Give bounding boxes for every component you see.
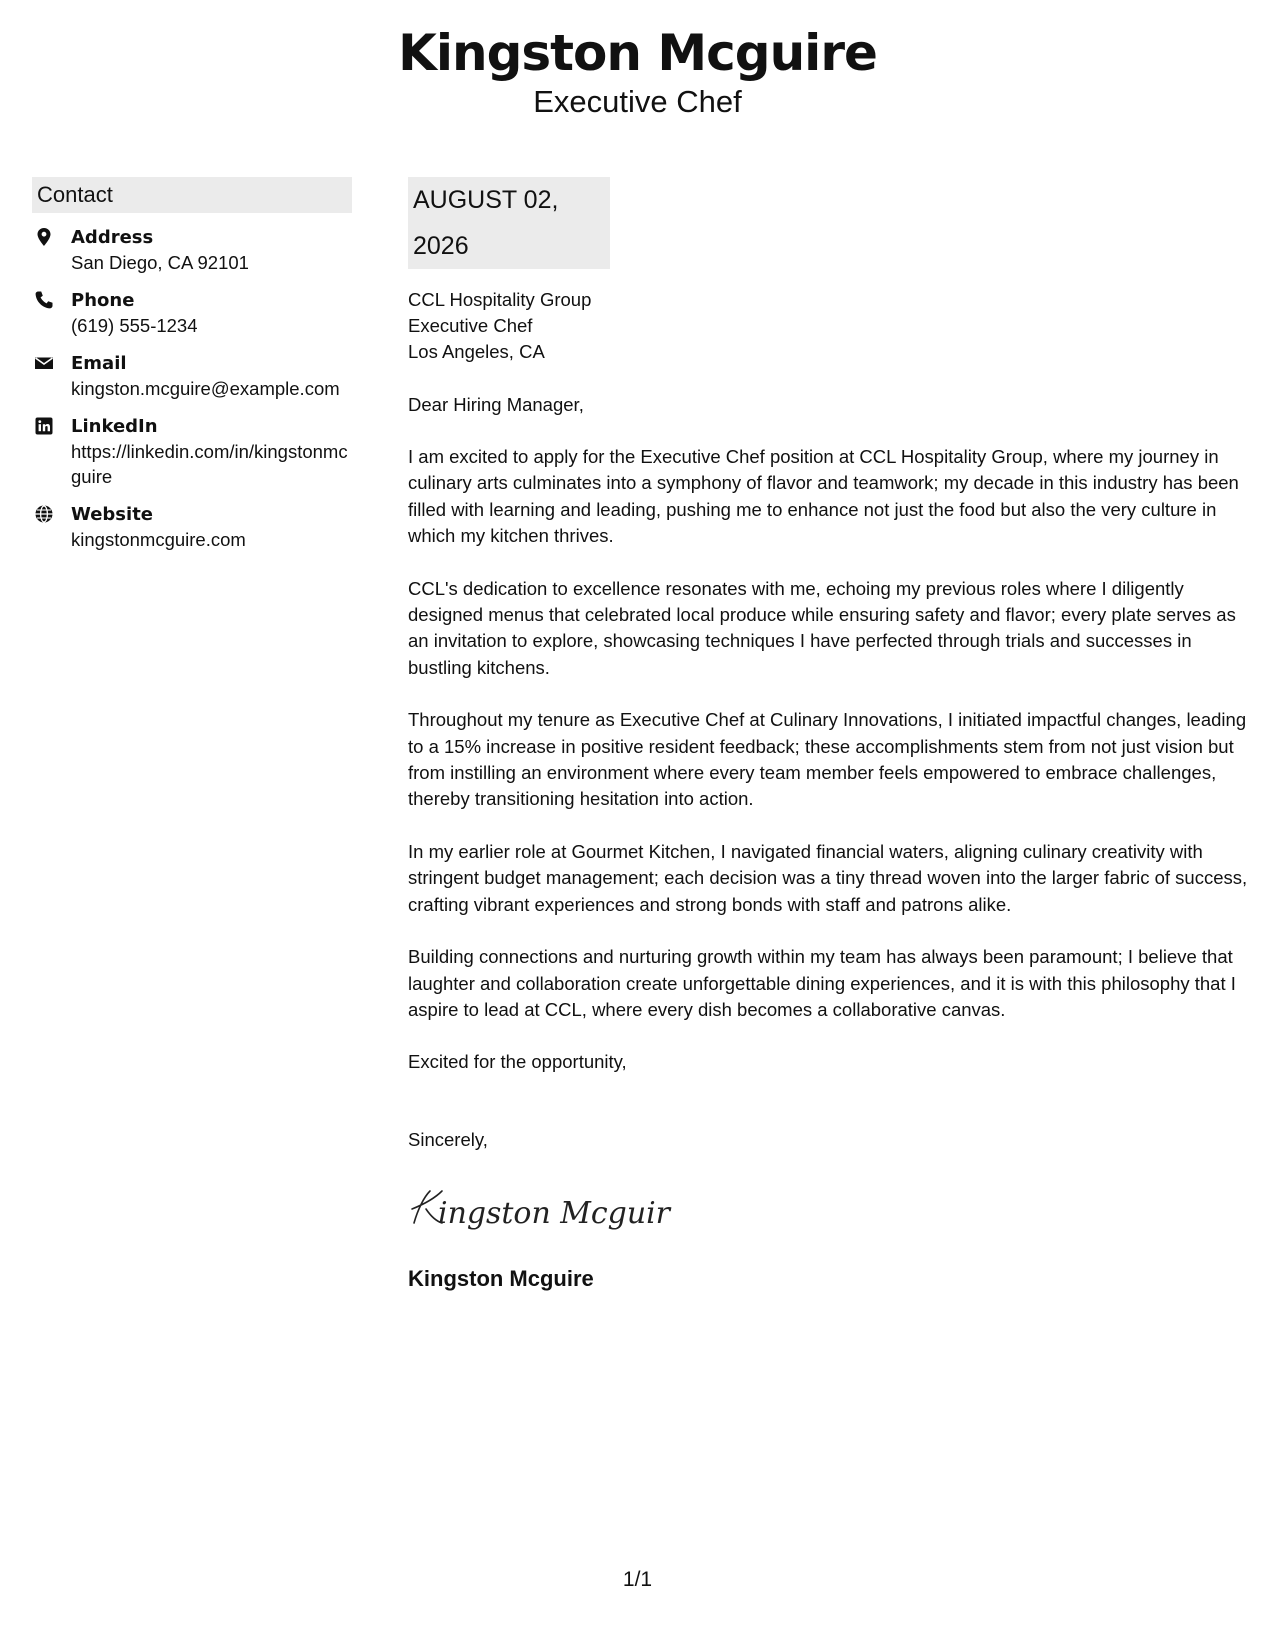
letter-header bbox=[0, 22, 1275, 120]
contact-value-address: San Diego, CA 92101 bbox=[71, 252, 249, 273]
recipient-block bbox=[408, 287, 1253, 365]
contact-item-phone bbox=[32, 288, 352, 338]
contact-section-title: Contact bbox=[32, 177, 352, 213]
contact-item-linkedin bbox=[32, 414, 352, 489]
closing-line: Excited for the opportunity, bbox=[408, 1051, 627, 1073]
page-number: 1/1 bbox=[622, 1568, 653, 1591]
recipient-company: CCL Hospitality Group bbox=[408, 289, 592, 310]
contact-item-address bbox=[32, 225, 352, 275]
recipient-position: Executive Chef bbox=[408, 315, 533, 336]
contact-value-phone: (619) 555-1234 bbox=[71, 315, 198, 336]
signed-name: Kingston Mcguire bbox=[408, 1266, 594, 1292]
applicant-name: Kingston Mcguire bbox=[398, 24, 877, 82]
contact-value-linkedin[interactable]: https://linkedin.com/in/kingstonmcguire bbox=[71, 441, 348, 487]
body-paragraph-4: In my earlier role at Gourmet Kitchen, I navigated financial waters, aligning culinary creativity with stringent budget management; each decision was a tiny thread woven into the larger fabric of success, crafting vibrant experiences and strong bonds with staff and patrons alike. bbox=[408, 840, 1248, 915]
contact-label-email: Email bbox=[71, 353, 127, 374]
contact-item-website bbox=[32, 502, 352, 552]
svg-text:ingston Mcguir: ingston Mcguir bbox=[438, 1196, 672, 1232]
handwritten-signature bbox=[408, 1179, 678, 1241]
globe-icon bbox=[34, 504, 54, 524]
applicant-role: Executive Chef bbox=[533, 84, 742, 119]
body-paragraph-3: Throughout my tenure as Executive Chef at Culinary Innovations, I initiated impactful changes, leading to a 15% increase in positive resident feedback; these accomplishments stem from not just vision but from instilling an environment where every team member feels empowered to embrace challenges, thereby transitioning hesitation into action. bbox=[408, 709, 1247, 810]
contact-label-website: Website bbox=[71, 504, 154, 525]
contact-label-phone: Phone bbox=[71, 290, 135, 311]
letter-date: AUGUST 02, 2026 bbox=[408, 177, 610, 269]
envelope-icon bbox=[34, 353, 54, 373]
body-paragraph-5: Building connections and nurturing growth within my team has always been paramount; I believe that laughter and collaboration create unforgettable dining experiences, and it is with this philosophy that I aspire to lead at CCL, where every dish becomes a collaborative canvas. bbox=[408, 946, 1236, 1020]
letter-body bbox=[408, 177, 1253, 1294]
recipient-location: Los Angeles, CA bbox=[408, 341, 545, 362]
contact-list bbox=[32, 225, 352, 552]
body-paragraph-2: CCL's dedication to excellence resonates with me, echoing my previous roles where I diligently designed menus that celebrated local produce while ensuring safety and flavor; every plate serves as an invitation to explore, showcasing techniques I have perfected through trials and successes in bustling kitchens. bbox=[408, 577, 1236, 678]
map-pin-icon bbox=[34, 227, 54, 247]
contact-sidebar bbox=[32, 177, 352, 565]
phone-icon bbox=[34, 290, 54, 310]
contact-value-website[interactable]: kingstonmcguire.com bbox=[71, 529, 246, 550]
contact-label-linkedin: LinkedIn bbox=[71, 416, 158, 437]
contact-item-email bbox=[32, 351, 352, 401]
linkedin-icon bbox=[34, 416, 54, 436]
body-paragraph-1: I am excited to apply for the Executive Chef position at CCL Hospitality Group, where my journey in culinary arts culminates into a symphony of flavor and teamwork; my decade in this industry has been filled with learning and leading, pushing me to enhance not just the food but also the very culture in which my kitchen thrives. bbox=[408, 446, 1239, 547]
contact-label-address: Address bbox=[71, 227, 154, 248]
salutation: Dear Hiring Manager, bbox=[408, 394, 584, 415]
sign-off: Sincerely, bbox=[408, 1129, 488, 1151]
contact-value-email[interactable]: kingston.mcguire@example.com bbox=[71, 378, 340, 399]
